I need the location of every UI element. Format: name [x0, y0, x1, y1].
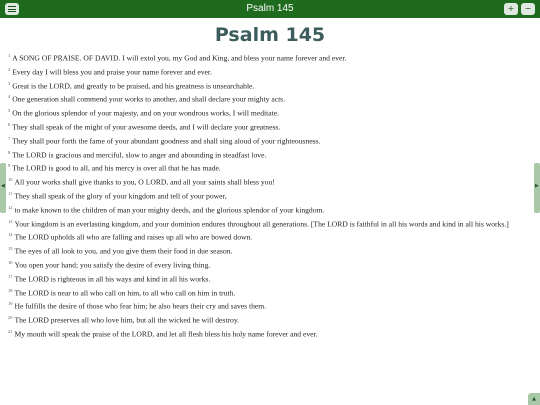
verse-text: All your works shall give thanks to you, O LORD, and all your saints shall bless you! [14, 177, 275, 187]
chevron-up-icon: ▲ [532, 396, 536, 402]
verse-text: On the glorious splendor of your majesty, and on your wondrous works, I will meditate. [12, 108, 279, 118]
verse-number: 14 [8, 232, 13, 238]
verse-text: The LORD is gracious and merciful, slow to anger and abounding in steadfast love. [12, 150, 267, 160]
verse-text: The LORD is righteous in all his ways and kind in all his works. [14, 274, 211, 284]
verse-number: 15 [8, 246, 13, 252]
verse-text: They shall speak of the glory of your kingdom and tell of your power, [14, 191, 227, 201]
verse-number: 18 [8, 287, 13, 293]
verse-number: 3 [8, 80, 11, 86]
verse-row [8, 173, 528, 187]
verse-text: The LORD preserves all who love him, but all the wicked he will destroy. [14, 315, 240, 325]
verse-text: Every day I will bless you and praise your name forever and ever. [12, 67, 212, 77]
verse-row [8, 63, 528, 77]
verse-text: Your kingdom is an everlasting kingdom, and your dominion endures throughout all generations. [The LORD is faithful in all his words and kind in all his works.] [14, 219, 509, 229]
verse-text: My mouth will speak the praise of the LORD, and let all flesh bless his holy name forever and ever. [14, 329, 318, 339]
verse-row [8, 201, 528, 215]
verse-number: 5 [8, 108, 11, 114]
chevron-right-icon: ▶ [535, 183, 539, 189]
next-chapter-tab[interactable] [534, 163, 540, 213]
verse-row [8, 146, 528, 160]
verse-text: The LORD upholds all who are falling and raises up all who are bowed down. [14, 232, 253, 242]
verse-row [8, 228, 528, 242]
verse-row [8, 270, 528, 284]
verse-text: Great is the LORD, and greatly to be praised, and his greatness is unsearchable. [12, 81, 255, 91]
verse-row [8, 284, 528, 298]
verse-text: They shall speak of the might of your awesome deeds, and I will declare your greatness. [12, 122, 281, 132]
verse-row [8, 159, 528, 173]
verse-text: One generation shall commend your works to another, and shall declare your mighty acts. [12, 94, 286, 104]
zoom-in-button[interactable]: + [504, 3, 518, 15]
previous-chapter-tab[interactable] [0, 163, 6, 213]
verse-number: 1 [8, 53, 11, 58]
verse-text: He fulfills the desire of those who fear him; he also hears their cry and saves them. [14, 301, 267, 311]
verse-row [8, 77, 528, 91]
verse-number: 8 [8, 149, 11, 155]
verse-row [8, 49, 528, 63]
verse-number: 12 [8, 204, 13, 210]
verse-number: 10 [8, 177, 13, 183]
verse-number: 11 [8, 190, 13, 196]
chapter-heading: Psalm 145 [214, 24, 326, 46]
verse-number: 19 [8, 301, 13, 307]
verse-row [8, 118, 528, 132]
verse-text: A SONG OF PRAISE. OF DAVID. I will extol you, my God and King, and bless your name forever and ever. [12, 53, 347, 63]
verse-row [8, 242, 528, 256]
verse-text: The LORD is good to all, and his mercy is over all that he has made. [12, 163, 221, 173]
verse-text: You open your hand; you satisfy the desire of every living thing. [14, 260, 211, 270]
verse-row [8, 90, 528, 104]
verse-row [8, 132, 528, 146]
verse-number: 21 [8, 328, 13, 334]
verse-number: 20 [8, 315, 13, 321]
verse-number: 7 [8, 135, 11, 141]
verse-row [8, 256, 528, 270]
scroll-top-button[interactable] [528, 393, 540, 405]
verse-number: 6 [8, 121, 11, 127]
verse-row [8, 311, 528, 325]
verse-number: 17 [8, 273, 13, 279]
verse-text: The LORD is near to all who call on him, to all who call on him in truth. [14, 288, 236, 298]
zoom-out-button[interactable]: − [521, 3, 535, 15]
verse-number: 9 [8, 163, 11, 169]
verse-row [8, 215, 528, 229]
verse-number: 13 [8, 218, 13, 224]
top-bar [0, 0, 540, 18]
verse-row [8, 325, 528, 339]
verse-number: 2 [8, 66, 11, 72]
verse-row [8, 187, 528, 201]
verse-list [8, 49, 528, 339]
verse-text: The eyes of all look to you, and you give them their food in due season. [14, 246, 233, 256]
verse-number: 4 [8, 94, 11, 100]
verse-text: to make known to the children of man your mighty deeds, and the glorious splendor of your kingdom. [14, 205, 325, 215]
verse-row [8, 104, 528, 118]
chevron-left-icon: ◀ [1, 183, 5, 189]
verse-row [8, 297, 528, 311]
window-title: Psalm 145 [246, 3, 294, 14]
verse-text: They shall pour forth the fame of your abundant goodness and shall sing aloud of your righteousness. [12, 136, 321, 146]
verse-number: 16 [8, 259, 13, 265]
